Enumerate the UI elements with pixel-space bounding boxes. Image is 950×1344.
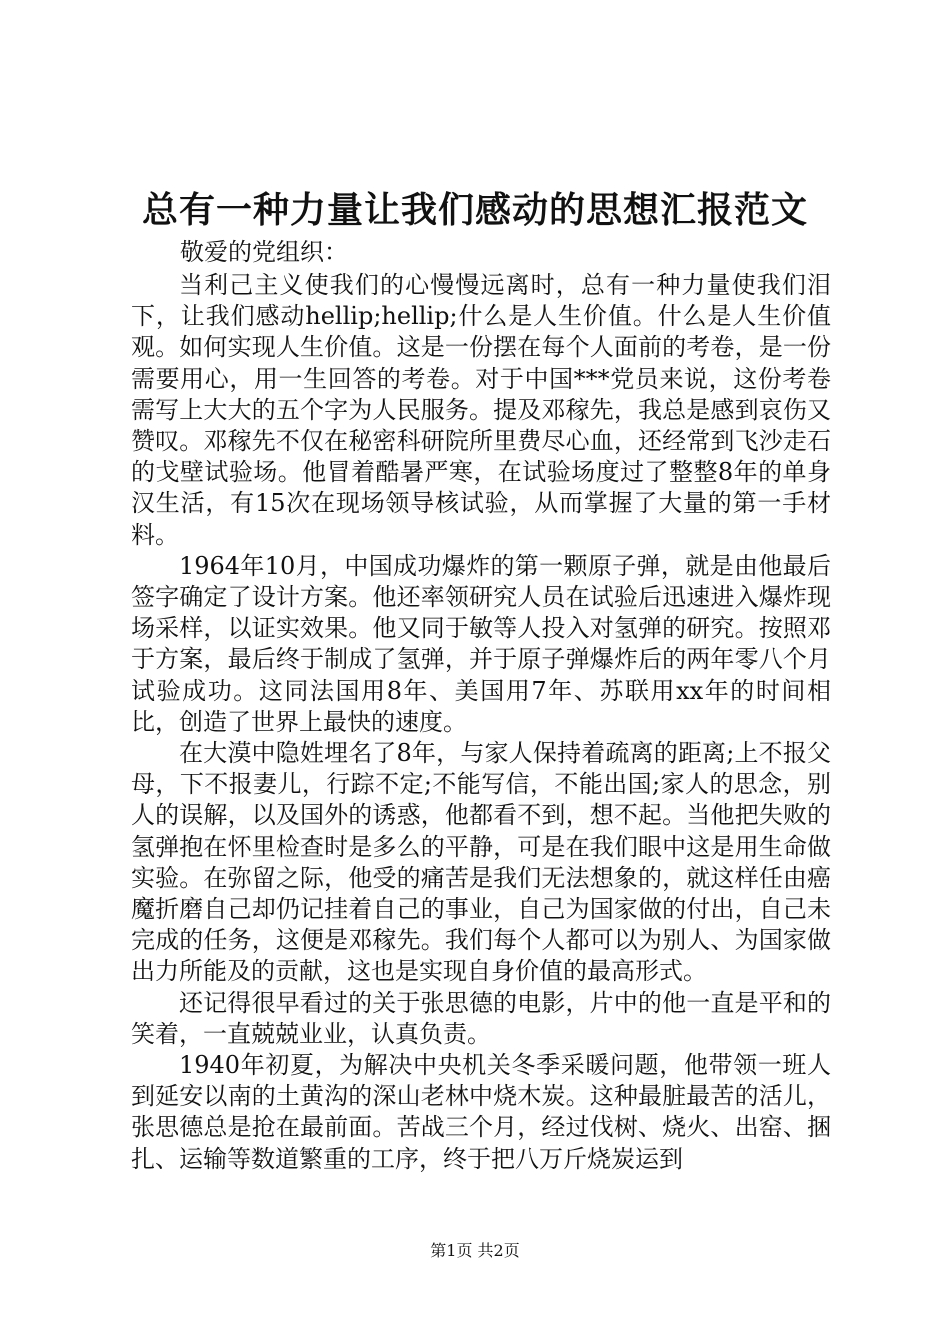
paragraph: 还记得很早看过的关于张思德的电影，片中的他一直是平和的笑着，一直兢兢业业，认真负责。 [131, 988, 831, 1048]
paragraph: 1940年初夏，为解决中央机关冬季采暖问题，他带领一班人到延安以南的土黄沟的深山老林中烧木炭。这种最脏最苦的活儿，张思德总是抢在最前面。苦战三个月，经过伐树、烧火、出窑、捆扎、运输等数道繁重的工序，终于把八万斤烧炭运到 [131, 1051, 831, 1173]
page-number-footer: 第1页 共2页 [430, 1241, 520, 1260]
paragraph: 当利己主义使我们的心慢慢远离时，总有一种力量使我们泪下，让我们感动hellip;hellip;什么是人生价值。什么是人生价值观。如何实现人生价值。这是一份摆在每个人面前的考卷，是一份需要用心，用一生回答的考卷。对于中国***党员来说，这份考卷需写上大大的五个字为人民服务。提及邓稼先，我总是感到哀伤又赞叹。邓稼先不仅在秘密科研院所里费尽心血，还经常到飞沙走石的戈壁试验场。他冒着酷暑严寒，在试验场度过了整整8年的单身汉生活，有15次在现场领导核试验，从而掌握了大量的第一手材料。 [131, 271, 831, 549]
salutation: 敬爱的党组织： [180, 238, 348, 266]
document-title: 总有一种力量让我们感动的思想汇报范文 [141, 189, 808, 231]
paragraph: 在大漠中隐姓埋名了8年，与家人保持着疏离的距离;上不报父母，下不报妻儿，行踪不定;不能写信，不能出国;家人的思念，别人的误解，以及国外的诱惑，他都看不到，想不起。当他把失败的氢弹抱在怀里检查时是多么的平静，可是在我们眼中这是用生命做实验。在弥留之际，他受的痛苦是我们无法想象的，就这样任由癌魔折磨自己却仍记挂着自己的事业，自己为国家做的付出，自己未完成的任务，这便是邓稼先。我们每个人都可以为别人、为国家做出力所能及的贡献，这也是实现自身价值的最高形式。 [131, 739, 831, 986]
paragraph: 1964年10月，中国成功爆炸的第一颗原子弹，就是由他最后签字确定了设计方案。他还率领研究人员在试验后迅速进入爆炸现场采样，以证实效果。他又同于敏等人投入对氢弹的研究。按照邓于方案，最后终于制成了氢弹，并于原子弹爆炸后的两年零八个月试验成功。这同法国用8年、美国用7年、苏联用xx年的时间相比，创造了世界上最快的速度。 [131, 551, 831, 736]
document-body [131, 270, 831, 1175]
